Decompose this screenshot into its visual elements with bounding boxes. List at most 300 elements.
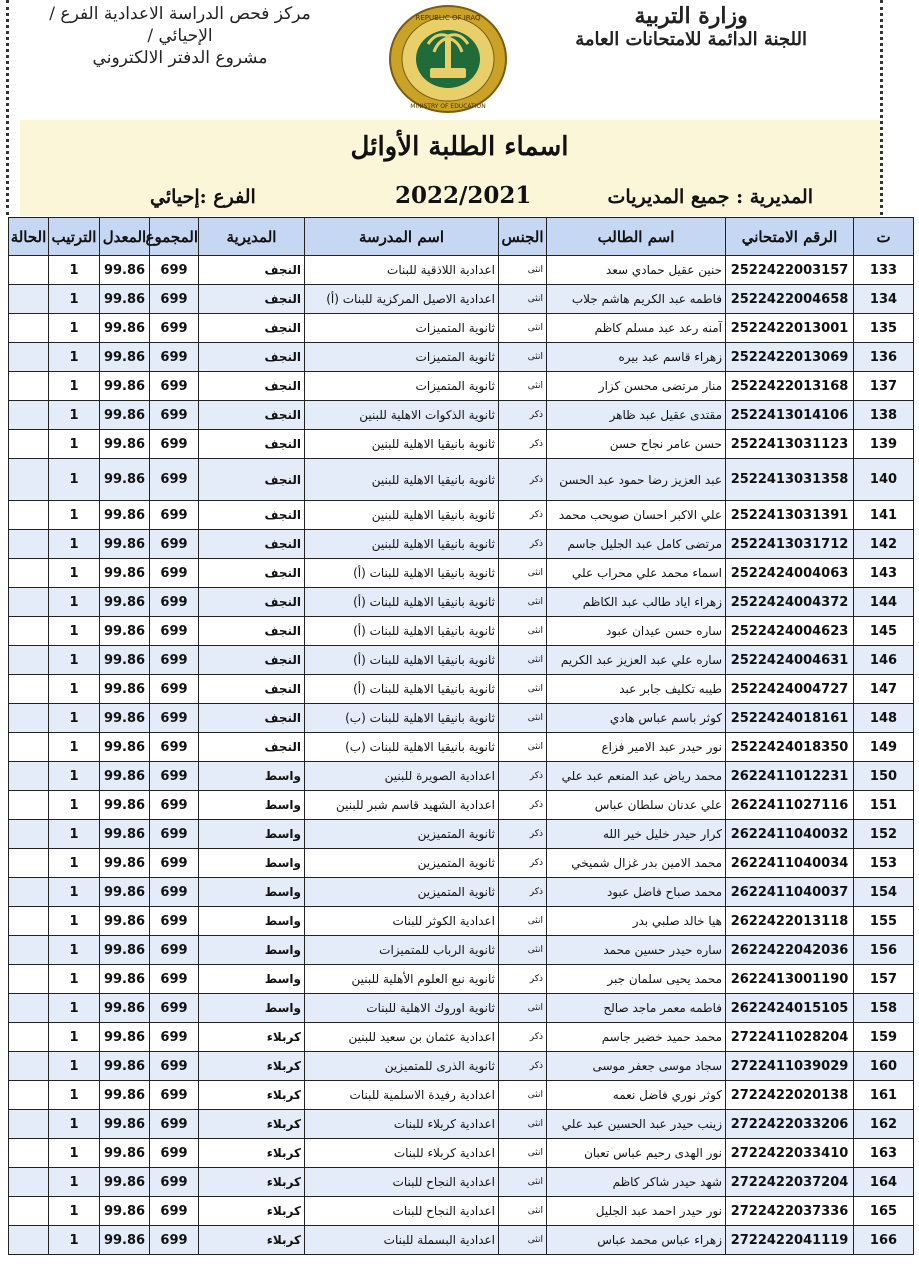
- cell-gender: ذكر: [499, 878, 547, 907]
- cell-exam-no: 2622422013118: [726, 907, 854, 936]
- cell-directorate: النجف: [199, 372, 305, 401]
- cell-school: ثانوية الذكوات الاهلية للبنين: [305, 401, 499, 430]
- cell-exam-no: 2522424018161: [726, 704, 854, 733]
- cell-total: 699: [150, 617, 199, 646]
- cell-seq: 165: [854, 1197, 914, 1226]
- cell-directorate: كربلاء: [199, 1081, 305, 1110]
- cell-directorate: كربلاء: [199, 1110, 305, 1139]
- cell-total: 699: [150, 588, 199, 617]
- cell-gender: ذكر: [499, 1023, 547, 1052]
- cell-average: 99.86: [100, 343, 150, 372]
- cell-average: 99.86: [100, 501, 150, 530]
- cell-name: سجاد موسى جعفر موسى: [547, 1052, 726, 1081]
- cell-seq: 166: [854, 1226, 914, 1255]
- cell-school: اعدادية اللاذقية للبنات: [305, 256, 499, 285]
- table-row: [9, 994, 914, 1023]
- cell-status: [9, 588, 49, 617]
- table-row: [9, 1226, 914, 1255]
- cell-directorate: واسط: [199, 791, 305, 820]
- cell-name: محمد حميد خضير جاسم: [547, 1023, 726, 1052]
- cell-seq: 138: [854, 401, 914, 430]
- dotted-border-left: [6, 0, 9, 215]
- table-row: [9, 1023, 914, 1052]
- table-row: [9, 907, 914, 936]
- cell-gender: انثى: [499, 343, 547, 372]
- cell-total: 699: [150, 878, 199, 907]
- table-row: [9, 372, 914, 401]
- cell-school: ثانوية الذرى للمتميزين: [305, 1052, 499, 1081]
- cell-average: 99.86: [100, 1226, 150, 1255]
- cell-name: كرار حيدر خليل خير الله: [547, 820, 726, 849]
- cell-rank: 1: [49, 430, 100, 459]
- cell-seq: 149: [854, 733, 914, 762]
- cell-gender: انثى: [499, 936, 547, 965]
- cell-seq: 157: [854, 965, 914, 994]
- cell-rank: 1: [49, 314, 100, 343]
- cell-average: 99.86: [100, 617, 150, 646]
- cell-name: آمنه رعد عبد مسلم كاظم: [547, 314, 726, 343]
- cell-name: زهراء اياد طالب عبد الكاظم: [547, 588, 726, 617]
- cell-average: 99.86: [100, 820, 150, 849]
- cell-average: 99.86: [100, 1139, 150, 1168]
- cell-status: [9, 675, 49, 704]
- table-row: [9, 704, 914, 733]
- cell-directorate: النجف: [199, 588, 305, 617]
- cell-gender: انثى: [499, 1081, 547, 1110]
- table-row: [9, 559, 914, 588]
- cell-average: 99.86: [100, 936, 150, 965]
- cell-directorate: واسط: [199, 762, 305, 791]
- cell-school: ثانوية بانيقيا الاهلية للبنين: [305, 530, 499, 559]
- cell-average: 99.86: [100, 791, 150, 820]
- cell-total: 699: [150, 459, 199, 501]
- cell-school: اعدادية الشهيد قاسم شبر للبنين: [305, 791, 499, 820]
- cell-average: 99.86: [100, 314, 150, 343]
- cell-gender: انثى: [499, 372, 547, 401]
- cell-status: [9, 791, 49, 820]
- table-header-row: [9, 218, 914, 256]
- cell-average: 99.86: [100, 285, 150, 314]
- cell-directorate: كربلاء: [199, 1023, 305, 1052]
- cell-seq: 163: [854, 1139, 914, 1168]
- cell-status: [9, 459, 49, 501]
- cell-total: 699: [150, 1023, 199, 1052]
- cell-exam-no: 2522422003157: [726, 256, 854, 285]
- cell-school: ثانوية بانيقيا الاهلية للبنات (ب): [305, 704, 499, 733]
- cell-name: عبد العزيز رضا حمود عبد الحسن: [547, 459, 726, 501]
- cell-exam-no: 2522413031712: [726, 530, 854, 559]
- cell-rank: 1: [49, 1110, 100, 1139]
- cell-status: [9, 820, 49, 849]
- col-seq: ت: [854, 218, 914, 256]
- cell-rank: 1: [49, 285, 100, 314]
- cell-exam-no: 2522424018350: [726, 733, 854, 762]
- cell-status: [9, 849, 49, 878]
- cell-rank: 1: [49, 704, 100, 733]
- cell-school: اعدادية الكوثر للبنات: [305, 907, 499, 936]
- table-row: [9, 285, 914, 314]
- cell-rank: 1: [49, 994, 100, 1023]
- cell-total: 699: [150, 646, 199, 675]
- cell-average: 99.86: [100, 256, 150, 285]
- cell-average: 99.86: [100, 965, 150, 994]
- cell-directorate: واسط: [199, 907, 305, 936]
- cell-school: ثانوية المتميزات: [305, 343, 499, 372]
- cell-gender: انثى: [499, 617, 547, 646]
- cell-status: [9, 401, 49, 430]
- cell-gender: ذكر: [499, 849, 547, 878]
- center-line2: مشروع الدفتر الالكتروني: [92, 48, 268, 68]
- cell-seq: 161: [854, 1081, 914, 1110]
- cell-exam-no: 2522413031391: [726, 501, 854, 530]
- dotted-border-right: [880, 0, 883, 215]
- branch-label: الفرع :إحيائي: [150, 186, 256, 208]
- cell-total: 699: [150, 401, 199, 430]
- cell-school: اعدادية عثمان بن سعيد للبنين: [305, 1023, 499, 1052]
- cell-seq: 136: [854, 343, 914, 372]
- cell-seq: 141: [854, 501, 914, 530]
- cell-name: فاطمه معمر ماجد صالح: [547, 994, 726, 1023]
- table-row: [9, 343, 914, 372]
- cell-seq: 147: [854, 675, 914, 704]
- cell-exam-no: 2522424004063: [726, 559, 854, 588]
- table-body: [9, 256, 914, 1255]
- cell-rank: 1: [49, 1168, 100, 1197]
- cell-school: ثانوية المتميزات: [305, 372, 499, 401]
- cell-exam-no: 2522422013069: [726, 343, 854, 372]
- cell-seq: 137: [854, 372, 914, 401]
- cell-directorate: النجف: [199, 256, 305, 285]
- cell-gender: انثى: [499, 559, 547, 588]
- table-row: [9, 733, 914, 762]
- cell-exam-no: 2722422033206: [726, 1110, 854, 1139]
- cell-directorate: واسط: [199, 994, 305, 1023]
- cell-name: نور الهدى رحيم عباس تعبان: [547, 1139, 726, 1168]
- col-rank: الترتيب: [49, 218, 100, 256]
- cell-name: منار مرتضى محسن كزار: [547, 372, 726, 401]
- cell-total: 699: [150, 559, 199, 588]
- table-row: [9, 1168, 914, 1197]
- cell-total: 699: [150, 343, 199, 372]
- cell-rank: 1: [49, 559, 100, 588]
- cell-average: 99.86: [100, 1110, 150, 1139]
- cell-rank: 1: [49, 1023, 100, 1052]
- cell-school: ثانوية المتميزات: [305, 314, 499, 343]
- cell-rank: 1: [49, 1052, 100, 1081]
- cell-exam-no: 2522422013001: [726, 314, 854, 343]
- cell-school: ثانوية اوروك الاهلية للبنات: [305, 994, 499, 1023]
- cell-exam-no: 2522424004623: [726, 617, 854, 646]
- cell-exam-no: 2522424004631: [726, 646, 854, 675]
- cell-rank: 1: [49, 530, 100, 559]
- cell-rank: 1: [49, 907, 100, 936]
- cell-directorate: النجف: [199, 646, 305, 675]
- cell-gender: ذكر: [499, 965, 547, 994]
- cell-status: [9, 285, 49, 314]
- cell-exam-no: 2622411040034: [726, 849, 854, 878]
- cell-gender: ذكر: [499, 530, 547, 559]
- cell-name: محمد الامين بدر غزال شميخي: [547, 849, 726, 878]
- cell-gender: ذكر: [499, 501, 547, 530]
- cell-exam-no: 2622411012231: [726, 762, 854, 791]
- cell-average: 99.86: [100, 1168, 150, 1197]
- col-directorate: المديرية: [199, 218, 305, 256]
- cell-rank: 1: [49, 501, 100, 530]
- cell-seq: 156: [854, 936, 914, 965]
- cell-exam-no: 2522422004658: [726, 285, 854, 314]
- cell-directorate: النجف: [199, 501, 305, 530]
- cell-rank: 1: [49, 588, 100, 617]
- cell-name: علي الاكبر احسان صويحب محمد: [547, 501, 726, 530]
- table-row: [9, 401, 914, 430]
- cell-name: محمد صباح فاضل عبود: [547, 878, 726, 907]
- cell-name: شهد حيدر شاكر كاظم: [547, 1168, 726, 1197]
- cell-seq: 145: [854, 617, 914, 646]
- cell-average: 99.86: [100, 849, 150, 878]
- cell-status: [9, 733, 49, 762]
- col-total: المجموع: [150, 218, 199, 256]
- table-row: [9, 1197, 914, 1226]
- cell-status: [9, 936, 49, 965]
- cell-seq: 148: [854, 704, 914, 733]
- cell-status: [9, 994, 49, 1023]
- cell-total: 699: [150, 704, 199, 733]
- cell-seq: 135: [854, 314, 914, 343]
- cell-status: [9, 617, 49, 646]
- cell-directorate: النجف: [199, 617, 305, 646]
- cell-status: [9, 878, 49, 907]
- cell-school: اعدادية كربلاء للبنات: [305, 1110, 499, 1139]
- cell-exam-no: 2622424015105: [726, 994, 854, 1023]
- cell-total: 699: [150, 762, 199, 791]
- cell-name: طيبه تكليف جابر عبد: [547, 675, 726, 704]
- cell-gender: ذكر: [499, 820, 547, 849]
- col-status: الحالة: [9, 218, 49, 256]
- cell-directorate: النجف: [199, 343, 305, 372]
- cell-total: 699: [150, 849, 199, 878]
- cell-seq: 152: [854, 820, 914, 849]
- cell-directorate: كربلاء: [199, 1168, 305, 1197]
- cell-seq: 162: [854, 1110, 914, 1139]
- cell-school: ثانوية بانيقيا الاهلية للبنين: [305, 501, 499, 530]
- table-row: [9, 936, 914, 965]
- cell-gender: انثى: [499, 994, 547, 1023]
- cell-average: 99.86: [100, 733, 150, 762]
- cell-name: محمد يحيى سلمان جبر: [547, 965, 726, 994]
- cell-total: 699: [150, 675, 199, 704]
- cell-name: مقتدى عقيل عبد ظاهر: [547, 401, 726, 430]
- cell-total: 699: [150, 501, 199, 530]
- cell-school: ثانوية بانيقيا الاهلية للبنات (أ): [305, 588, 499, 617]
- cell-exam-no: 2522413031123: [726, 430, 854, 459]
- cell-rank: 1: [49, 646, 100, 675]
- cell-exam-no: 2622411040032: [726, 820, 854, 849]
- cell-name: كوثر باسم عباس هادي: [547, 704, 726, 733]
- cell-status: [9, 1023, 49, 1052]
- cell-status: [9, 965, 49, 994]
- cell-exam-no: 2622411040037: [726, 878, 854, 907]
- cell-school: ثانوية المتميزين: [305, 849, 499, 878]
- cell-average: 99.86: [100, 430, 150, 459]
- cell-school: اعدادية الصويرة للبنين: [305, 762, 499, 791]
- cell-total: 699: [150, 1081, 199, 1110]
- cell-school: ثانوية بانيقيا الاهلية للبنين: [305, 430, 499, 459]
- cell-status: [9, 372, 49, 401]
- cell-exam-no: 2722411028204: [726, 1023, 854, 1052]
- cell-gender: انثى: [499, 704, 547, 733]
- seal-bottom-text: MINISTRY OF EDUCATION: [410, 103, 486, 110]
- table-row: [9, 588, 914, 617]
- cell-exam-no: 2622422042036: [726, 936, 854, 965]
- cell-rank: 1: [49, 459, 100, 501]
- cell-directorate: النجف: [199, 530, 305, 559]
- table-row: [9, 1081, 914, 1110]
- cell-total: 699: [150, 936, 199, 965]
- cell-average: 99.86: [100, 372, 150, 401]
- cell-average: 99.86: [100, 646, 150, 675]
- cell-rank: 1: [49, 878, 100, 907]
- cell-directorate: واسط: [199, 936, 305, 965]
- cell-gender: انثى: [499, 588, 547, 617]
- cell-gender: انثى: [499, 1197, 547, 1226]
- cell-gender: انثى: [499, 1168, 547, 1197]
- cell-total: 699: [150, 907, 199, 936]
- cell-status: [9, 559, 49, 588]
- cell-exam-no: 2622413001190: [726, 965, 854, 994]
- cell-total: 699: [150, 314, 199, 343]
- cell-name: ساره حيدر حسين محمد: [547, 936, 726, 965]
- cell-exam-no: 2522424004372: [726, 588, 854, 617]
- cell-gender: انثى: [499, 285, 547, 314]
- cell-rank: 1: [49, 343, 100, 372]
- cell-directorate: النجف: [199, 733, 305, 762]
- cell-rank: 1: [49, 820, 100, 849]
- cell-directorate: كربلاء: [199, 1139, 305, 1168]
- cell-status: [9, 1226, 49, 1255]
- cell-seq: 140: [854, 459, 914, 501]
- cell-school: ثانوية الرباب للمتميزات: [305, 936, 499, 965]
- cell-name: نور حيدر عبد الامير فزاع: [547, 733, 726, 762]
- cell-directorate: كربلاء: [199, 1226, 305, 1255]
- directorate-label: المديرية : جميع المديريات: [607, 186, 813, 208]
- cell-rank: 1: [49, 849, 100, 878]
- cell-status: [9, 501, 49, 530]
- table-row: [9, 878, 914, 907]
- table-row: [9, 762, 914, 791]
- cell-name: حنين عقيل حمادي سعد: [547, 256, 726, 285]
- cell-rank: 1: [49, 965, 100, 994]
- cell-name: زينب حيدر عبد الحسين عبد علي: [547, 1110, 726, 1139]
- cell-name: نور حيدر احمد عبد الجليل: [547, 1197, 726, 1226]
- cell-status: [9, 343, 49, 372]
- col-name: اسم الطالب: [547, 218, 726, 256]
- cell-seq: 144: [854, 588, 914, 617]
- cell-rank: 1: [49, 1081, 100, 1110]
- cell-directorate: النجف: [199, 559, 305, 588]
- cell-seq: 151: [854, 791, 914, 820]
- cell-gender: انثى: [499, 675, 547, 704]
- cell-directorate: النجف: [199, 430, 305, 459]
- cell-total: 699: [150, 1197, 199, 1226]
- cell-average: 99.86: [100, 1023, 150, 1052]
- col-school: اسم المدرسة: [305, 218, 499, 256]
- table-row: [9, 430, 914, 459]
- ministry-block: [575, 3, 807, 51]
- cell-school: ثانوية بانيقيا الاهلية للبنات (أ): [305, 617, 499, 646]
- cell-school: ثانوية بانيقيا الاهلية للبنات (أ): [305, 559, 499, 588]
- cell-total: 699: [150, 1139, 199, 1168]
- cell-average: 99.86: [100, 878, 150, 907]
- cell-gender: ذكر: [499, 1052, 547, 1081]
- cell-seq: 158: [854, 994, 914, 1023]
- cell-school: ثانوية المتميزين: [305, 820, 499, 849]
- cell-rank: 1: [49, 675, 100, 704]
- cell-rank: 1: [49, 762, 100, 791]
- cell-gender: ذكر: [499, 791, 547, 820]
- cell-gender: ذكر: [499, 762, 547, 791]
- cell-exam-no: 2522413014106: [726, 401, 854, 430]
- cell-total: 699: [150, 430, 199, 459]
- cell-name: حسن عامر نجاح حسن: [547, 430, 726, 459]
- cell-rank: 1: [49, 733, 100, 762]
- committee-name: اللجنة الدائمة للامتحانات العامة: [575, 29, 807, 50]
- cell-school: ثانوية بانيقيا الاهلية للبنات (أ): [305, 675, 499, 704]
- cell-seq: 133: [854, 256, 914, 285]
- cell-seq: 153: [854, 849, 914, 878]
- table-row: [9, 459, 914, 501]
- cell-directorate: النجف: [199, 459, 305, 501]
- cell-seq: 160: [854, 1052, 914, 1081]
- cell-name: زهراء قاسم عبد بيره: [547, 343, 726, 372]
- cell-name: ساره حسن عيدان عبود: [547, 617, 726, 646]
- cell-status: [9, 1139, 49, 1168]
- students-table: [8, 217, 914, 1255]
- cell-status: [9, 1110, 49, 1139]
- cell-exam-no: 2722422020138: [726, 1081, 854, 1110]
- academic-year: 2022/2021: [395, 182, 532, 209]
- cell-gender: انثى: [499, 1110, 547, 1139]
- cell-seq: 154: [854, 878, 914, 907]
- cell-name: محمد رياض عبد المنعم عبد علي: [547, 762, 726, 791]
- cell-status: [9, 704, 49, 733]
- page-title: اسماء الطلبة الأوائل: [350, 132, 569, 162]
- cell-name: علي عدنان سلطان عباس: [547, 791, 726, 820]
- cell-total: 699: [150, 285, 199, 314]
- table-row: [9, 1139, 914, 1168]
- cell-school: ثانوية بانيقيا الاهلية للبنات (أ): [305, 646, 499, 675]
- cell-name: اسماء محمد علي محراب علي: [547, 559, 726, 588]
- cell-exam-no: 2522424004727: [726, 675, 854, 704]
- cell-directorate: كربلاء: [199, 1052, 305, 1081]
- cell-directorate: النجف: [199, 675, 305, 704]
- center-line1: مركز فحص الدراسة الاعدادية الفرع / الإحيائي /: [49, 4, 311, 46]
- cell-directorate: النجف: [199, 285, 305, 314]
- cell-rank: 1: [49, 791, 100, 820]
- cell-status: [9, 646, 49, 675]
- cell-gender: انثى: [499, 733, 547, 762]
- cell-seq: 143: [854, 559, 914, 588]
- cell-school: اعدادية البسملة للبنات: [305, 1226, 499, 1255]
- cell-gender: ذكر: [499, 401, 547, 430]
- table-row: [9, 530, 914, 559]
- col-average: المعدل: [100, 218, 150, 256]
- cell-seq: 134: [854, 285, 914, 314]
- cell-average: 99.86: [100, 401, 150, 430]
- cell-school: ثانوية المتميزين: [305, 878, 499, 907]
- table-row: [9, 1110, 914, 1139]
- cell-directorate: واسط: [199, 820, 305, 849]
- cell-name: ساره علي عبد العزيز عبد الكريم: [547, 646, 726, 675]
